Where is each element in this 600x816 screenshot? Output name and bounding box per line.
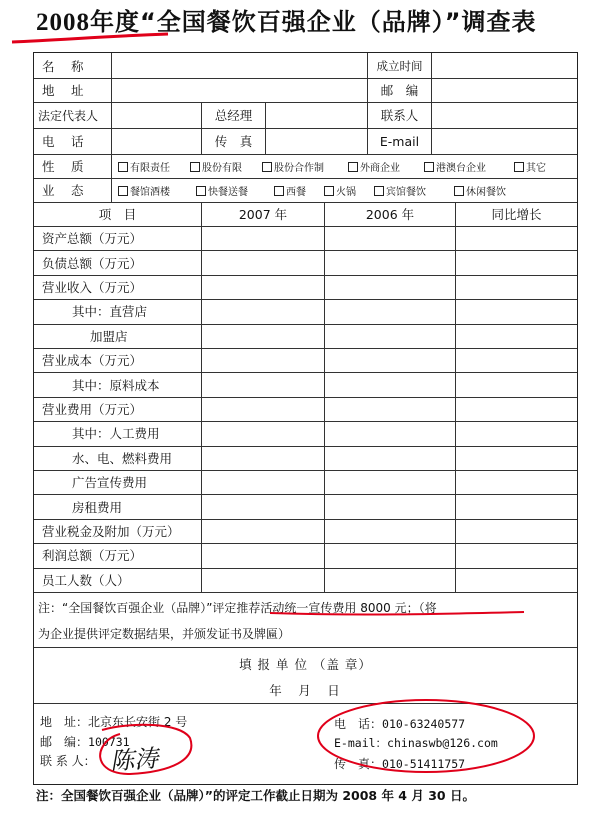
name-field[interactable] xyxy=(112,53,368,78)
value-growth[interactable] xyxy=(456,348,577,372)
table-row xyxy=(34,543,577,568)
format-option[interactable]: 西餐 xyxy=(274,183,324,198)
address-field[interactable] xyxy=(112,78,368,102)
value-2007[interactable] xyxy=(202,324,325,348)
phone-label: 电 话 xyxy=(34,128,112,154)
row-address xyxy=(34,78,577,103)
value-growth[interactable] xyxy=(456,275,577,299)
footer-contact-label: 联 系 人： xyxy=(40,754,96,768)
value-growth[interactable] xyxy=(456,324,577,348)
value-2006[interactable] xyxy=(325,372,456,396)
row-label: 营业成本（万元） xyxy=(34,348,202,372)
col-2006: 2006 年 xyxy=(325,202,456,226)
founded-field[interactable] xyxy=(432,53,577,78)
table-row xyxy=(34,397,577,422)
format-option[interactable]: 餐馆酒楼 xyxy=(118,183,196,198)
contact-label: 联系人 xyxy=(368,102,432,128)
row-label: 负债总额（万元） xyxy=(34,250,202,274)
filler-date: 年 月 日 xyxy=(269,683,342,698)
value-2006[interactable] xyxy=(325,250,456,274)
footer-contact xyxy=(40,752,96,769)
footer-address-value: 北京东长安街 2 号 xyxy=(88,715,188,729)
value-2007[interactable] xyxy=(202,543,325,567)
footer-fax xyxy=(334,755,465,772)
nature-option[interactable]: 股份有限 xyxy=(190,159,262,174)
table-row xyxy=(34,494,577,519)
row-name xyxy=(34,53,577,79)
value-2007[interactable] xyxy=(202,299,325,323)
row-label: 员工人数（人） xyxy=(34,568,202,592)
value-2006[interactable] xyxy=(325,519,456,543)
row-label: 其中：原料成本 xyxy=(34,372,202,396)
fee-note-line2: 为企业提供评定数据结果，并颁发证书及牌匾） xyxy=(38,627,291,641)
filler-unit: 填 报 单 位 （盖 章） xyxy=(239,657,372,672)
value-2006[interactable] xyxy=(325,397,456,421)
row-format xyxy=(34,178,577,203)
nature-option[interactable]: 外商企业 xyxy=(348,159,424,174)
title-year: 2008 xyxy=(36,9,90,36)
gm-label: 总经理 xyxy=(202,102,266,128)
value-2006[interactable] xyxy=(325,494,456,518)
value-2007[interactable] xyxy=(202,397,325,421)
row-label: 其中：直营店 xyxy=(34,299,202,323)
row-label: 营业收入（万元） xyxy=(34,275,202,299)
row-legal xyxy=(34,102,577,129)
format-option[interactable]: 快餐送餐 xyxy=(196,183,274,198)
value-2006[interactable] xyxy=(325,348,456,372)
value-2006[interactable] xyxy=(325,446,456,470)
contact-field[interactable] xyxy=(432,102,577,128)
nature-option[interactable]: 有限责任 xyxy=(118,159,190,174)
row-label: 资产总额（万元） xyxy=(34,226,202,250)
value-2007[interactable] xyxy=(202,421,325,445)
col-growth: 同比增长 xyxy=(491,207,542,222)
value-2007[interactable] xyxy=(202,250,325,274)
row-phone xyxy=(34,128,577,155)
footer-phone xyxy=(334,715,465,732)
value-growth[interactable] xyxy=(456,250,577,274)
nature-option[interactable]: 港澳台企业 xyxy=(424,159,514,174)
value-2007[interactable] xyxy=(202,568,325,592)
footer-postcode-label: 邮 编： xyxy=(40,735,89,749)
table-row xyxy=(34,421,577,446)
footer-phone-label: 电 话： xyxy=(334,717,383,731)
value-growth[interactable] xyxy=(456,519,577,543)
row-nature xyxy=(34,154,577,179)
value-2006[interactable] xyxy=(325,568,456,592)
value-2007[interactable] xyxy=(202,372,325,396)
table-row xyxy=(34,470,577,495)
value-2007[interactable] xyxy=(202,494,325,518)
row-label: 水、电、燃料费用 xyxy=(34,446,202,470)
col-item: 项 目 xyxy=(34,202,202,226)
phone-field[interactable] xyxy=(112,128,202,154)
nature-option[interactable]: 股份合作制 xyxy=(262,159,348,174)
email-label: E-mail xyxy=(368,128,432,154)
format-options xyxy=(112,178,577,202)
row-label: 营业费用（万元） xyxy=(34,397,202,421)
name-label: 名 称 xyxy=(34,53,112,78)
table-row xyxy=(34,226,577,251)
footer-fax-label: 传 真： xyxy=(334,757,383,771)
format-option[interactable]: 休闲餐饮 xyxy=(454,183,534,198)
footer-postcode-value: 100731 xyxy=(88,735,130,749)
footer-email-label: E-mail： xyxy=(334,736,388,750)
value-growth[interactable] xyxy=(456,226,577,250)
footer-address-label: 地 址： xyxy=(40,715,89,729)
legal-rep-label: 法定代表人 xyxy=(34,102,112,128)
value-2007[interactable] xyxy=(202,470,325,494)
row-label: 其中：人工费用 xyxy=(34,421,202,445)
fax-label: 传 真 xyxy=(202,128,266,154)
fax-field[interactable] xyxy=(266,128,368,154)
value-growth[interactable] xyxy=(456,543,577,567)
table-row xyxy=(34,372,577,397)
table-row xyxy=(34,446,577,471)
value-growth[interactable] xyxy=(456,494,577,518)
value-growth[interactable] xyxy=(456,397,577,421)
row-label: 营业税金及附加（万元） xyxy=(34,519,202,543)
table-row xyxy=(34,348,577,373)
founded-label: 成立时间 xyxy=(368,53,432,78)
format-option[interactable]: 宾馆餐饮 xyxy=(374,183,454,198)
survey-form xyxy=(33,52,578,785)
row-label: 加盟店 xyxy=(34,324,202,348)
footer-email-value: chinaswb@126.com xyxy=(387,736,498,750)
postcode-label: 邮 编 xyxy=(368,78,432,102)
value-growth[interactable] xyxy=(456,568,577,592)
table-row xyxy=(34,250,577,275)
deadline-note: 注：全国餐饮百强企业（品牌）”的评定工作截止日期为 2008 年 4 月 30 日。 xyxy=(36,788,475,803)
table-row xyxy=(34,568,577,593)
value-2007[interactable] xyxy=(202,348,325,372)
gm-field[interactable] xyxy=(266,102,368,128)
form-title xyxy=(36,2,576,46)
footer-fax-value: 010-51411757 xyxy=(382,757,466,771)
value-2006[interactable] xyxy=(325,324,456,348)
email-field[interactable] xyxy=(432,128,577,154)
value-2007[interactable] xyxy=(202,226,325,250)
table-row xyxy=(34,275,577,300)
footer-email xyxy=(334,735,498,751)
value-growth[interactable] xyxy=(456,446,577,470)
value-growth[interactable] xyxy=(456,421,577,445)
nature-label: 性 质 xyxy=(34,154,112,178)
row-label: 广告宣传费用 xyxy=(34,470,202,494)
footer-phone-value: 010-63240577 xyxy=(382,717,466,731)
filler-section xyxy=(34,647,577,704)
value-2007[interactable] xyxy=(202,275,325,299)
table-row xyxy=(34,519,577,544)
col-2007: 2007 年 xyxy=(202,202,325,226)
row-label: 利润总额（万元） xyxy=(34,543,202,567)
fee-note xyxy=(34,593,577,648)
value-growth[interactable] xyxy=(456,372,577,396)
contact-signature: 陈涛 xyxy=(109,744,160,776)
value-2007[interactable] xyxy=(202,446,325,470)
table-header xyxy=(34,202,577,227)
value-2006[interactable] xyxy=(325,275,456,299)
row-label: 房租费用 xyxy=(34,494,202,518)
value-2006[interactable] xyxy=(325,299,456,323)
value-2006[interactable] xyxy=(325,421,456,445)
address-label: 地 址 xyxy=(34,78,112,102)
legal-rep-field[interactable] xyxy=(112,102,202,128)
title-text: 年度“全国餐饮百强企业（品牌）”调查表 xyxy=(90,8,537,36)
value-2007[interactable] xyxy=(202,519,325,543)
postcode-field[interactable] xyxy=(432,78,577,102)
value-2006[interactable] xyxy=(325,543,456,567)
fee-note-line1: 注：“全国餐饮百强企业（品牌）”评定推荐活动统一宣传费用 8000 元；（将 xyxy=(38,601,437,615)
value-2006[interactable] xyxy=(325,226,456,250)
nature-options xyxy=(112,154,577,178)
footer-address xyxy=(40,713,187,730)
value-growth[interactable] xyxy=(456,470,577,494)
value-2006[interactable] xyxy=(325,470,456,494)
nature-option[interactable]: 其它 xyxy=(514,159,554,174)
table-row xyxy=(34,324,577,349)
format-option[interactable]: 火锅 xyxy=(324,183,374,198)
format-label: 业 态 xyxy=(34,178,112,202)
value-growth[interactable] xyxy=(456,299,577,323)
table-row xyxy=(34,299,577,324)
